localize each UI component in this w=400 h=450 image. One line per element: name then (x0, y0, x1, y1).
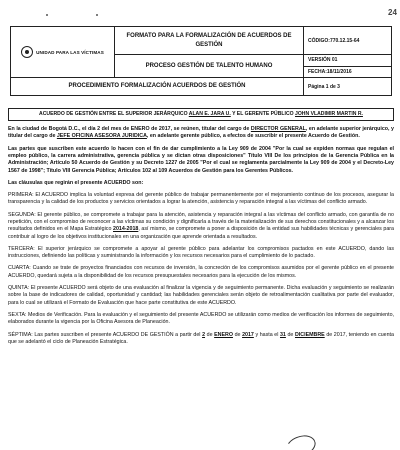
paragraph-text: En la ciudad de Bogotá D.C., el día 2 del mes de ENERO de 2017, se reúnen, titular del cargo de (8, 126, 251, 133)
paragraph-text: , en adelante gerente público, a efectos de suscribir el presente Acuerdo de Gestión. (146, 133, 360, 140)
clause-second (8, 212, 394, 241)
start-day: 2 (202, 331, 206, 338)
manager-role: JEFE OFICINA ASESORA JURIDICA (56, 133, 147, 140)
manager-name: JOHN VLADIMIR MARTIN R. (295, 111, 363, 117)
opening-paragraph (8, 126, 394, 141)
superior-role: DIRECTOR GENERAL (250, 126, 306, 133)
clause-label: CUARTA: (8, 265, 31, 272)
scan-speck (46, 14, 48, 16)
paragraph-text: , en adelante superior jerárquico, y titular del cargo de (8, 126, 394, 140)
logo-cell (11, 27, 115, 78)
document-title: FORMATO PARA LA FORMALIZACIÓN DE ACUERDOS DE GESTIÓN (115, 27, 304, 55)
clause-sixth (8, 312, 394, 327)
superior-name: ALAN E. JARA U. (188, 111, 231, 117)
legal-basis-paragraph: Las partes que suscriben este acuerdo lo hacen con el fin de dar cumplimiento a la Ley 909 de 2004 "Por la cual se expiden normas que regulan el empleo público, la carrera administrativa, gerencia pública y se dictan otras disposiciones" Título VIII De los principios de la Gerencia Pública en la Administración; Artículo 50 Acuerdo de Gestión y su Decreto 1227 de 2005 "Por el cual se reglamenta parcialmente la Ley 909 de 2004 y el Decreto-Ley 1567 de 1998"; Título VIII Gerencia Pública; Artículos 102 al 109 Acuerdos de Gestión para los Gerentes Públicos. (8, 145, 394, 174)
clause-text: Las partes suscriben el presente ACUERDO DE GESTIÓN a partir del (32, 331, 203, 338)
heading-text: Y EL GERENTE PÚBLICO (230, 111, 296, 117)
clause-text: El gerente público, se compromete a trabajar para la atención, asistencia y reparación integral a las víctimas del conflicto armado, con garantía de no repetición, con el compromiso de reconocer a las víctimas su condición y dignificarla a través de la materialización de sus derechos constitucionales y a alcanzar los resultados definidos en el Mapa Estratégico (8, 211, 394, 233)
agreement-heading (8, 108, 394, 121)
clause-label: PRIMERA: (8, 192, 34, 199)
end-day: 31 (279, 331, 286, 338)
clause-text: de (285, 331, 295, 338)
page-count: Página 1 de 3 (304, 78, 392, 96)
document-version: VERSIÓN 01 (304, 55, 392, 67)
clause-text: de (205, 331, 215, 338)
clause-first (8, 192, 394, 207)
strategy-period: 2014-2018 (113, 226, 139, 233)
clause-label: SEXTA: (8, 311, 27, 318)
organization-logo (14, 46, 111, 58)
process-name: PROCESO GESTIÓN DE TALENTO HUMANO (115, 55, 304, 78)
clause-label: QUINTA: (8, 285, 30, 292)
clause-text: Medios de Verificación. Para la evaluación y el seguimiento del presente ACUERDO se utilizarán como medios de verificación los informes de seguimiento, elaborados durante la vigencia por la Oficina Asesora de Planeación. (8, 311, 394, 326)
scan-speck (96, 14, 98, 16)
start-year: 2017 (242, 331, 254, 338)
clause-third (8, 246, 394, 261)
clause-text: El presente ACUERDO será objeto de una evaluación al finalizar la vigencia y de seguimiento permanente. Dicha evaluación y seguimiento se realizarán sobre la base de indicadores de calidad, oportunidad y cantidad; las habilidades gerenciales serán objeto de retroalimentación cualitativa por parte del evaluador, para lo cual se utilizará el Formato de Evaluación que hace parte constitutiva de este ACUERDO. (8, 285, 394, 306)
clause-text: de (232, 331, 243, 338)
clause-text: El ACUERDO implica la voluntad expresa del gerente público de trabajar permanentemente por el mejoramiento continuo de los procesos, asegurar la transparencia y la calidad de los productos y servicios orientados a lograr la atención, asistencia y reparación integral a las víctimas del conflicto armado. (8, 192, 394, 206)
procedure-name: PROCEDIMIENTO FORMALIZACIÓN ACUERDOS DE GESTIÓN (11, 78, 304, 96)
clause-text: Cuando se trate de proyectos financiados con recursos de inversión, la concreción de los compromisos asumidos por el gerente público en el presente ACUERDO, quedará sujeta a la disponibilidad de los recursos presupuestales necesarios para la ejecución de los mismos. (8, 265, 394, 279)
document-code: CÓDIGO:770.12.15-64 (304, 27, 392, 55)
start-month: ENERO (214, 331, 233, 338)
logo-text: UNIDAD PARA LAS VÍCTIMAS (36, 49, 104, 55)
clause-fourth (8, 265, 394, 280)
clauses-intro: Las cláusulas que regirán el presente ACUERDO son: (8, 179, 144, 186)
page-number-marker: 24 (388, 8, 397, 17)
clause-text: de 2017, teniendo en cuenta que se adelantó el ciclo de Planeación Estratégica. (8, 331, 394, 345)
document-body (8, 108, 394, 351)
clause-fifth (8, 285, 394, 307)
document-header-table (10, 26, 392, 96)
handwritten-signature-mark (284, 432, 319, 450)
heading-text: ACUERDO DE GESTIÓN ENTRE EL SUPERIOR JERÁRQUICO (39, 111, 189, 117)
clause-text: , así mismo, se compromete a poner a disposición de la entidad sus habilidades técnicas y gerenciales para contribuir al logro de los objetivos institucionales en una organización que aprende orientada a resultados. (8, 226, 394, 240)
clause-label: SEGUNDA: (8, 211, 36, 218)
clause-text: El superior jerárquico se compromete a apoyar al gerente público para adelantar los compromisos pactados en este ACUERDO, dando las instrucciones, definiendo las políticas y suministrando la información y los recursos necesarios para el cumplimiento de lo pactado. (8, 245, 394, 260)
seal-icon (21, 46, 33, 58)
clause-label: TERCERA: (8, 245, 35, 252)
clause-seventh (8, 332, 394, 347)
end-month: DICIEMBRE (294, 331, 325, 338)
clause-label: SÉPTIMA: (8, 331, 33, 338)
clause-text: y hasta el (253, 331, 280, 338)
document-date: FECHA:18/11/2016 (304, 66, 392, 78)
